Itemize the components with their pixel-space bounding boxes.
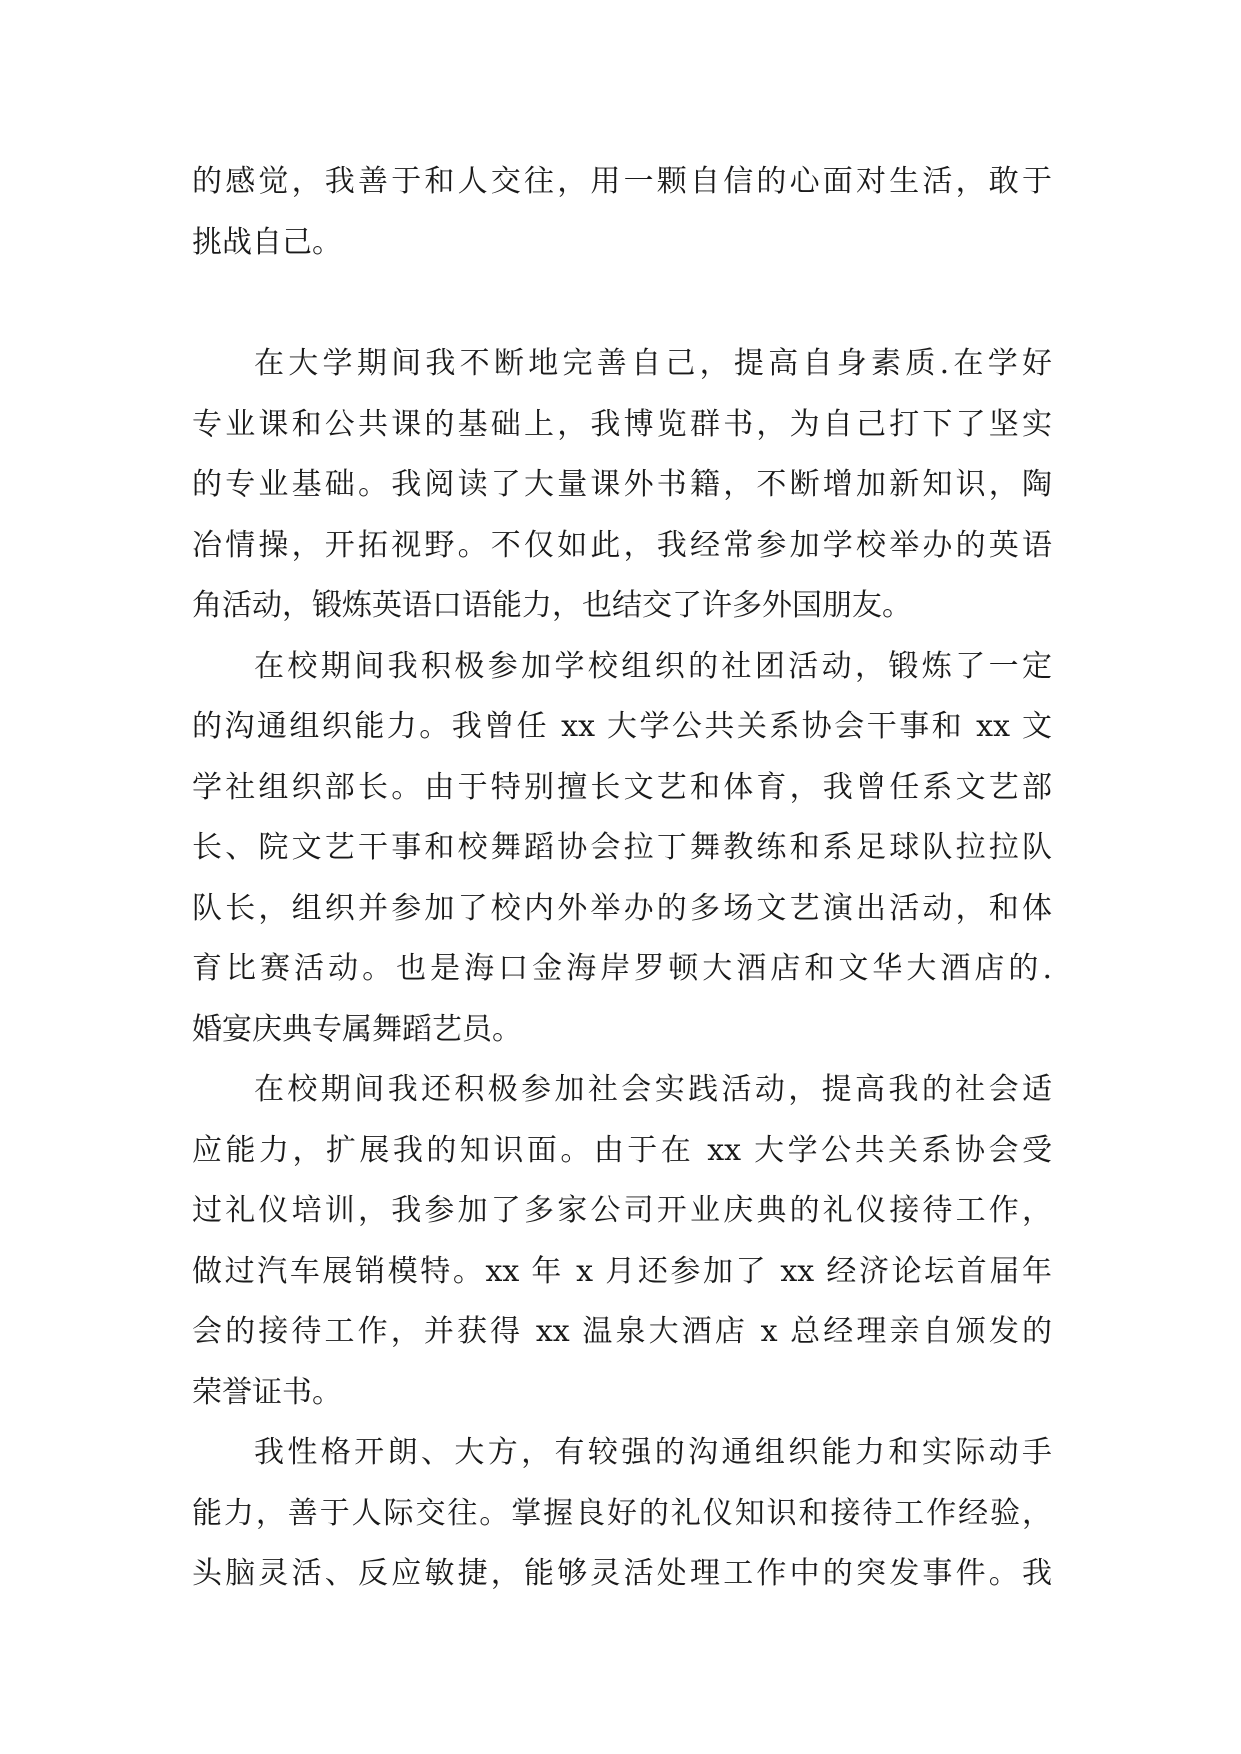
text-line: 头脑灵活、反应敏捷，能够灵活处理工作中的突发事件。我 [192, 1556, 1052, 1591]
paragraph [192, 152, 1052, 273]
paragraph [192, 1423, 1052, 1605]
text-line: 会的接待工作，并获得 xx 温泉大酒店 x 总经理亲自颁发的 [192, 1314, 1052, 1349]
text-line: 冶情操，开拓视野。不仅如此，我经常参加学校举办的英语 [192, 527, 1052, 563]
text-line: 能力，善于人际交往。掌握良好的礼仪知识和接待工作经验， [192, 1495, 1052, 1531]
text-line: 队长，组织并参加了校内外举办的多场文艺演出活动，和体 [192, 890, 1052, 926]
text-line: 荣誉证书。 [192, 1374, 342, 1410]
text-line: 专业课和公共课的基础上，我博览群书，为自己打下了坚实 [192, 406, 1052, 442]
text-line: 的沟通组织能力。我曾任 xx 大学公共关系协会干事和 xx 文 [192, 709, 1052, 744]
paragraph-spacer [192, 273, 1052, 334]
text-line: 的专业基础。我阅读了大量课外书籍，不断增加新知识，陶 [192, 467, 1052, 502]
document-body [192, 152, 1052, 1605]
text-line: 学社组织部长。由于特别擅长文艺和体育，我曾任系文艺部 [192, 769, 1052, 805]
text-line: 的感觉，我善于和人交往，用一颗自信的心面对生活，敢于 [192, 164, 1052, 199]
paragraph [192, 637, 1052, 1061]
paragraph [192, 334, 1052, 637]
text-line: 角活动，锻炼英语口语能力，也结交了许多外国朋友。 [192, 588, 912, 623]
text-line: 长、院文艺干事和校舞蹈协会拉丁舞教练和系足球队拉拉队 [192, 830, 1052, 865]
text-line: 我性格开朗、大方，有较强的沟通组织能力和实际动手 [254, 1435, 1052, 1470]
text-line: 育比赛活动。也是海口金海岸罗顿大酒店和文华大酒店的. [192, 951, 1052, 986]
text-line: 过礼仪培训，我参加了多家公司开业庆典的礼仪接待工作， [192, 1193, 1052, 1228]
paragraph [192, 1060, 1052, 1423]
text-line: 做过汽车展销模特。xx 年 x 月还参加了 xx 经济论坛首届年 [192, 1253, 1052, 1289]
text-line: 应能力，扩展我的知识面。由于在 xx 大学公共关系协会受 [192, 1132, 1052, 1168]
text-line: 在校期间我积极参加学校组织的社团活动，锻炼了一定 [254, 648, 1052, 684]
text-line: 婚宴庆典专属舞蹈艺员。 [192, 1011, 522, 1047]
text-line: 在大学期间我不断地完善自己，提高自身素质.在学好 [254, 346, 1052, 381]
text-line: 挑战自己。 [192, 224, 342, 260]
text-line: 在校期间我还积极参加社会实践活动，提高我的社会适 [254, 1072, 1052, 1107]
